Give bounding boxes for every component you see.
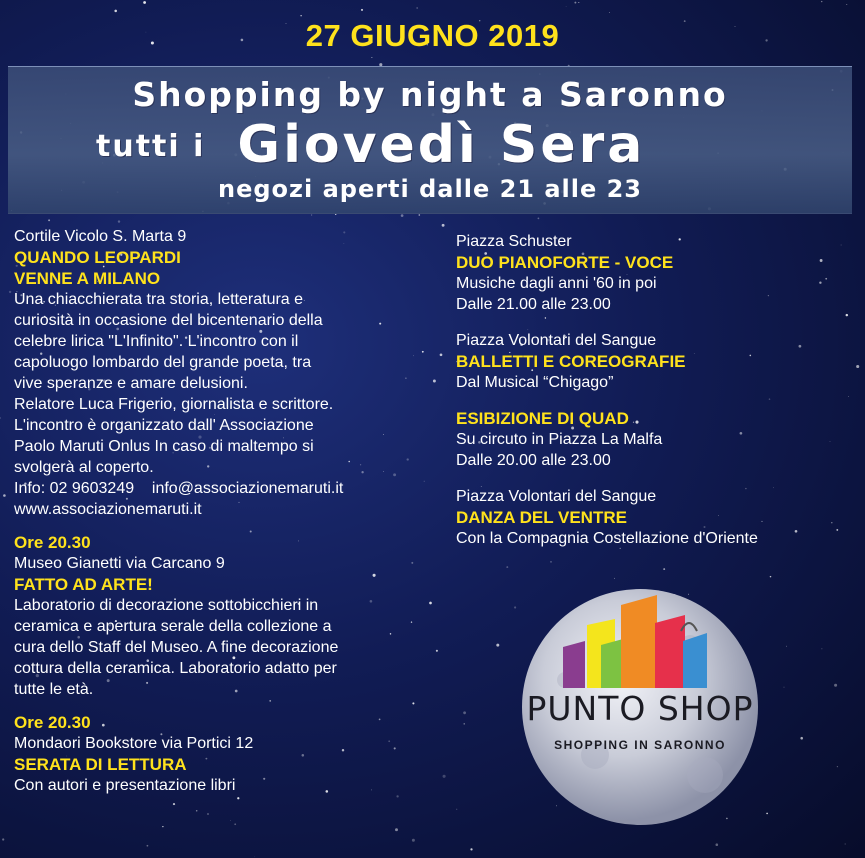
star-dot: [2, 838, 4, 840]
event-desc-line: cura dello Staff del Museo. A fine decorazione: [14, 639, 339, 656]
event-desc-line: svolgerà al coperto.: [14, 459, 154, 476]
star-dot: [162, 826, 163, 827]
banner-subtitle: [96, 115, 645, 175]
event-place: Piazza Volontari del Sangue: [456, 488, 657, 505]
star-dot: [429, 602, 432, 605]
left-column: [14, 226, 414, 796]
star-dot: [417, 7, 418, 8]
event-date: 27 GIUGNO 2019: [305, 18, 560, 53]
star-dot: [845, 843, 846, 844]
star-dot: [834, 684, 837, 687]
punto-shop-logo: [505, 585, 775, 835]
star-dot: [443, 775, 446, 778]
star-dot: [300, 15, 301, 16]
event-desc-line: Relatore Luca Frigerio, giornalista e scrittore.: [14, 396, 334, 413]
event-website: www.associazionemaruti.it: [14, 501, 202, 518]
event-place: Piazza Schuster: [456, 233, 572, 250]
star-dot: [856, 365, 859, 368]
banner-subtitle-big: Giovedì Sera: [237, 115, 646, 175]
star-dot: [3, 494, 6, 497]
star-dot: [311, 214, 312, 215]
star-dot: [663, 568, 665, 570]
star-dot: [456, 809, 457, 810]
star-dot: [230, 820, 231, 821]
logo-building-shape: [601, 639, 623, 688]
event-contact-info: Info: 02 9603249 info@associazionemaruti.it: [14, 480, 344, 497]
event-time: Ore 20.30: [14, 533, 91, 552]
star-dot: [574, 2, 576, 4]
star-dot: [237, 797, 239, 799]
event-title: BALLETTI E COREOGRAFIE: [456, 352, 686, 371]
star-dot: [770, 576, 772, 578]
star-dot: [361, 9, 363, 11]
star-dot: [464, 723, 465, 724]
event-desc-line: vive speranze e amare delusioni.: [14, 375, 248, 392]
event-desc-line: Paolo Maruti Onlus In caso di maltempo si: [14, 438, 314, 455]
star-dot: [173, 803, 175, 805]
event-desc-line: tutte le età.: [14, 681, 94, 698]
event-desc-line: Con autori e presentazione libri: [14, 777, 236, 794]
star-dot: [0, 417, 1, 419]
star-dot: [401, 214, 404, 217]
event-desc-line: L'incontro è organizzato dall' Associazione: [14, 417, 314, 434]
star-dot: [786, 646, 787, 647]
title-banner: [8, 66, 852, 214]
star-dot: [470, 848, 472, 850]
event-title: DUO PIANOFORTE - VOCE: [456, 253, 674, 272]
star-dot: [800, 737, 803, 740]
event-title: VENNE A MILANO: [14, 269, 161, 288]
banner-subtitle-small: tutti i: [96, 129, 206, 164]
event-place: Piazza Volontari del Sangue: [456, 332, 657, 349]
star-dot: [442, 224, 445, 227]
star-dot: [463, 711, 466, 714]
star-dot: [538, 218, 540, 220]
banner-hours: negozi aperti dalle 21 alle 23: [217, 175, 643, 203]
logo-building-shape: [655, 615, 685, 688]
event-place: Museo Gianetti via Carcano 9: [14, 555, 225, 572]
star-dot: [846, 4, 847, 5]
event-title: FATTO AD ARTE!: [14, 575, 153, 594]
event-time: Ore 20.30: [14, 713, 91, 732]
star-dot: [837, 766, 838, 767]
star-dot: [395, 828, 398, 831]
star-dot: [578, 2, 579, 3]
star-dot: [371, 57, 372, 58]
event-desc-line: Dalle 21.00 alle 23.00: [456, 296, 611, 313]
star-dot: [147, 845, 149, 847]
event-title: SERATA DI LETTURA: [14, 755, 187, 774]
logo-building-shape: [621, 595, 657, 688]
event-desc-line: Una chiacchierata tra storia, letteratura e: [14, 291, 304, 308]
star-dot: [418, 214, 420, 216]
star-dot: [550, 561, 551, 562]
logo-name: PUNTO SHOP: [526, 689, 754, 728]
star-dot: [784, 687, 785, 688]
star-dot: [196, 810, 198, 812]
event-desc-line: capoluogo lombardo del grande poeta, tra: [14, 354, 312, 371]
event-desc-line: ceramica e apertura serale della collezione a: [14, 618, 332, 635]
event-desc-line: Dalle 20.00 alle 23.00: [456, 452, 611, 469]
logo-building-shape: [683, 633, 707, 688]
right-column: [456, 231, 856, 549]
star-dot: [412, 839, 415, 842]
star-dot: [821, 1, 822, 2]
logo-building-shape: [563, 641, 585, 688]
event-title: ESIBIZIONE DI QUAD: [456, 409, 629, 428]
event-desc-line: Su circuto in Piazza La Malfa: [456, 431, 663, 448]
star-dot: [48, 219, 50, 221]
star-dot: [114, 10, 117, 13]
event-desc-line: Musiche dagli anni '60 in poi: [456, 275, 657, 292]
star-dot: [566, 6, 567, 7]
star-dot: [496, 644, 499, 647]
event-desc-line: cottura della ceramica. Laboratorio adatto per: [14, 660, 337, 677]
star-dot: [9, 291, 11, 293]
star-dot: [821, 648, 822, 649]
star-dot: [436, 650, 438, 652]
event-place: Mondaori Bookstore via Portici 12: [14, 735, 254, 752]
event-desc-line: Laboratorio di decorazione sottobicchieri in: [14, 597, 319, 614]
star-dot: [424, 481, 425, 482]
star-dot: [254, 856, 255, 857]
star-dot: [716, 843, 719, 846]
star-dot: [118, 220, 120, 222]
event-title: QUANDO LEOPARDI: [14, 248, 181, 267]
event-desc-line: celebre lirica "L'Infinito". L'incontro con il: [14, 333, 299, 350]
star-dot: [614, 578, 615, 579]
star-dot: [143, 1, 146, 4]
star-dot: [506, 566, 508, 568]
star-dot: [433, 380, 436, 383]
star-dot: [609, 12, 610, 13]
event-desc-line: Con la Compagnia Costellazione d'Oriente: [456, 530, 758, 547]
star-dot: [422, 351, 424, 353]
event-desc-line: curiosità in occasione del bicentenario della: [14, 312, 323, 329]
star-dot: [440, 353, 443, 356]
star-dot: [234, 823, 236, 825]
banner-title: Shopping by night a Saronno: [132, 75, 728, 114]
logo-tagline: SHOPPING IN SARONNO: [554, 738, 726, 752]
event-title: DANZA DEL VENTRE: [456, 508, 627, 527]
star-dot: [207, 813, 208, 814]
event-place: Cortile Vicolo S. Marta 9: [14, 228, 187, 245]
event-desc-line: Dal Musical “Chigago”: [456, 374, 614, 391]
